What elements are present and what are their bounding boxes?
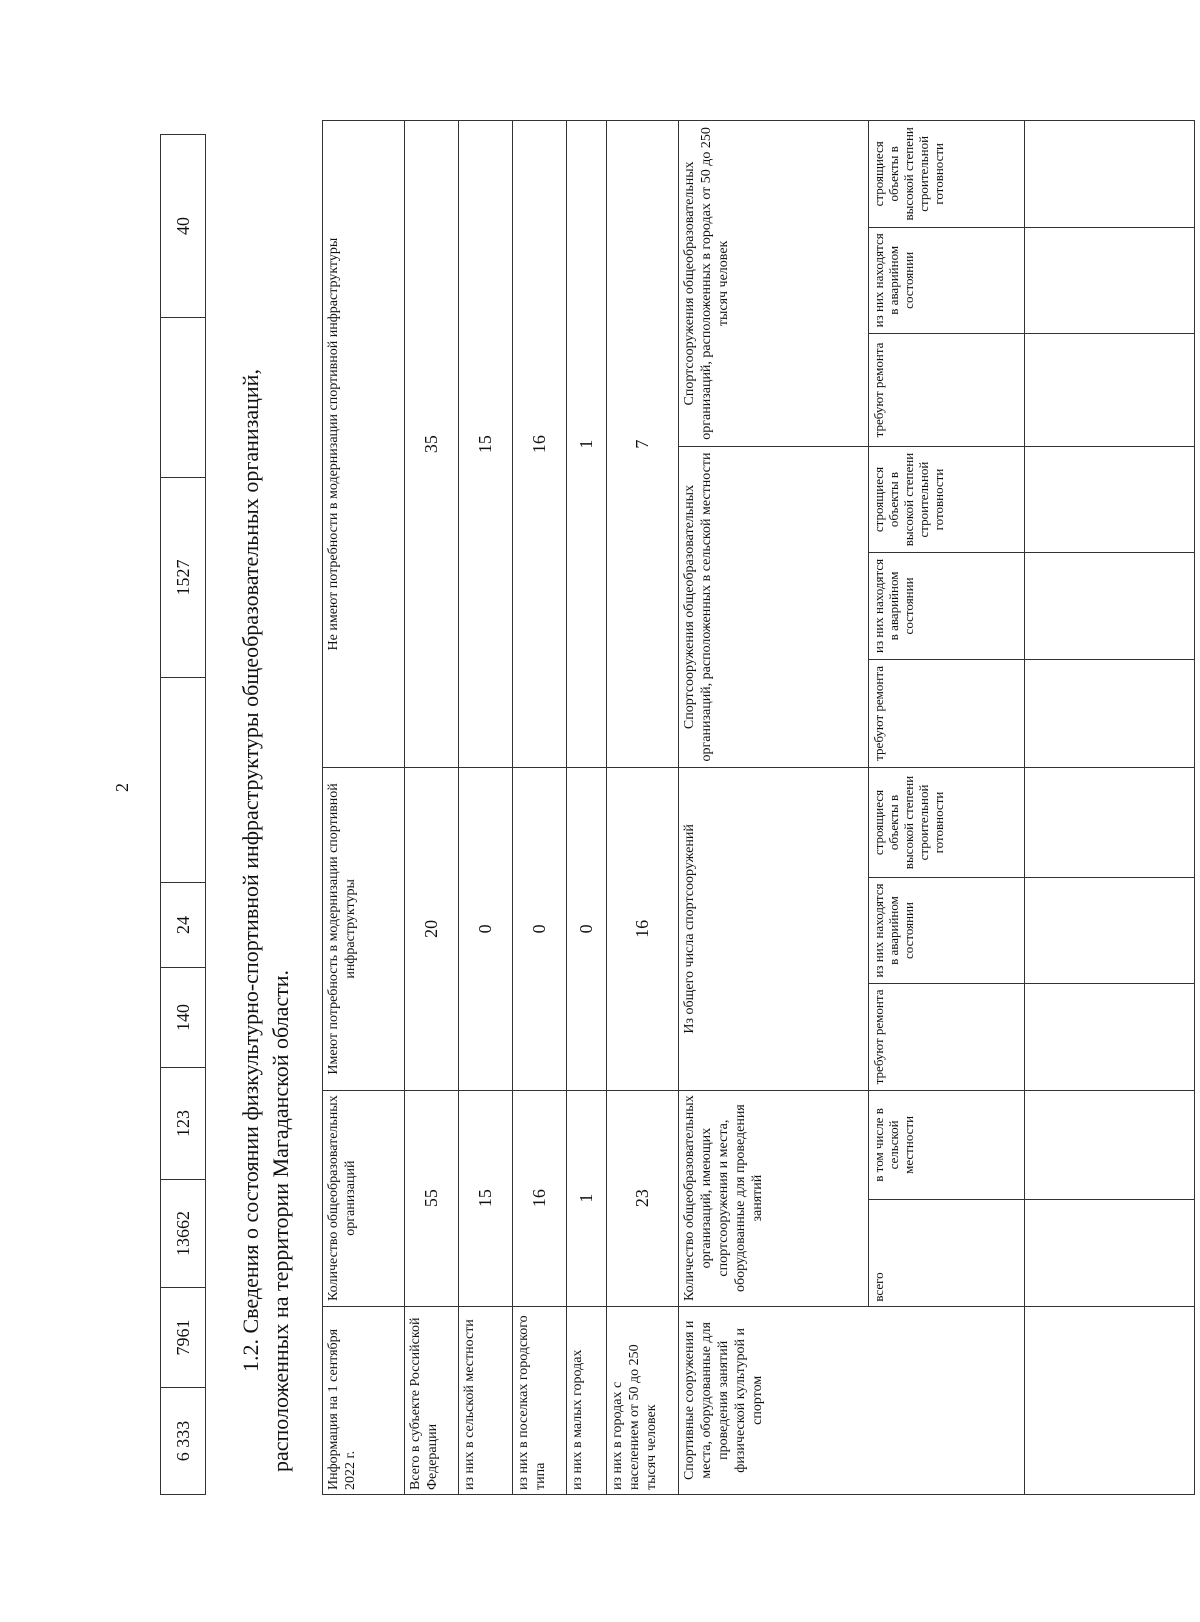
sub-all: всего xyxy=(869,1200,1025,1306)
row-label: из них в сельской местности xyxy=(459,1306,513,1494)
infrastructure-table xyxy=(322,120,1195,1495)
header-no-need: Не имеют потребности в модернизации спортивной инфраструктуры xyxy=(323,121,405,768)
sub-rural: в том числе в сельской местности xyxy=(869,1090,1025,1200)
top-cell: 24 xyxy=(161,883,206,968)
page-number: 2 xyxy=(112,783,132,792)
sport-total-group: Из общего числа спортсооружений xyxy=(679,768,869,1090)
row-need: 0 xyxy=(567,768,607,1090)
row-label: из них в городах с населением от 50 до 250 тысяч человек xyxy=(607,1306,679,1494)
data-cell xyxy=(1025,446,1195,552)
data-cell xyxy=(1025,1200,1195,1306)
sub-emergency: из них находятся в аварийном состоянии xyxy=(869,227,1025,333)
row-need: 20 xyxy=(405,768,459,1090)
data-cell xyxy=(1025,1306,1195,1494)
row-label: Всего в субъекте Российской Федерации xyxy=(405,1306,459,1494)
data-cell xyxy=(1025,1090,1195,1200)
row-count: 23 xyxy=(607,1090,679,1306)
header-need: Имеют потребность в модернизации спортивной инфраструктуры xyxy=(323,768,405,1090)
sub-emergency: из них находятся в аварийном состоянии xyxy=(869,877,1025,983)
top-cell: 6 333 xyxy=(161,1388,206,1495)
sub-repair: требуют ремонта xyxy=(869,984,1025,1090)
top-cell xyxy=(161,318,206,478)
data-cell xyxy=(1025,334,1195,447)
sub-construction: строящиеся объекты в высокой степени строительной готовности xyxy=(869,121,1025,228)
row-no-need: 1 xyxy=(567,121,607,768)
data-cell xyxy=(1025,768,1195,878)
row-count: 1 xyxy=(567,1090,607,1306)
top-cell: 40 xyxy=(161,135,206,318)
row-count: 15 xyxy=(459,1090,513,1306)
data-cell xyxy=(1025,121,1195,228)
section-title xyxy=(236,172,296,1472)
top-cell: 13662 xyxy=(161,1180,206,1288)
sub-construction: строящиеся объекты в высокой степени строительной готовности xyxy=(869,768,1025,878)
row-no-need: 16 xyxy=(513,121,567,768)
sub-repair: требуют ремонта xyxy=(869,334,1025,447)
data-cell xyxy=(1025,659,1195,768)
data-cell xyxy=(1025,877,1195,983)
top-cell: 140 xyxy=(161,968,206,1068)
data-cell xyxy=(1025,227,1195,333)
data-cell xyxy=(1025,553,1195,659)
row-count: 55 xyxy=(405,1090,459,1306)
sport-rural-group: Спортсооружения общеобразовательных организаций, расположенных в сельской местности xyxy=(679,446,869,767)
top-cell: 123 xyxy=(161,1068,206,1180)
top-values-table xyxy=(160,134,206,1495)
sub-emergency: из них находятся в аварийном состоянии xyxy=(869,553,1025,659)
row-no-need: 7 xyxy=(607,121,679,768)
header-info: Информация на 1 сентября 2022 г. xyxy=(323,1306,405,1494)
sport-count-header: Количество общеобразовательных организаций, имеющих спортсооружения и места, оборудованные для проведения занятий xyxy=(679,1090,869,1306)
row-count: 16 xyxy=(513,1090,567,1306)
title-line-1: 1.2. Сведения о состоянии физкультурно-спортивной инфраструктуры общеобразовательных организаций, xyxy=(238,369,263,1372)
title-line-2: расположенных на территории Магаданской области. xyxy=(268,969,293,1472)
top-cell: 7961 xyxy=(161,1288,206,1388)
row-no-need: 15 xyxy=(459,121,513,768)
data-cell xyxy=(1025,984,1195,1090)
sub-construction: строящиеся объекты в высокой степени строительной готовности xyxy=(869,446,1025,552)
row-need: 0 xyxy=(513,768,567,1090)
sport-city-group: Спортсооружения общеобразовательных организаций, расположенных в городах от 50 до 250 тысяч человек xyxy=(679,121,869,447)
top-cell: 1527 xyxy=(161,478,206,678)
sub-repair: требуют ремонта xyxy=(869,659,1025,768)
row-need: 0 xyxy=(459,768,513,1090)
row-no-need: 35 xyxy=(405,121,459,768)
row-need: 16 xyxy=(607,768,679,1090)
row-label: из них в малых городах xyxy=(567,1306,607,1494)
header-count: Количество общеобразовательных организаций xyxy=(323,1090,405,1306)
top-cell xyxy=(161,678,206,883)
row-label: из них в поселках городского типа xyxy=(513,1306,567,1494)
sport-label: Спортивные сооружения и места, оборудованные для проведения занятий физической культурой и спортом xyxy=(679,1306,1025,1494)
